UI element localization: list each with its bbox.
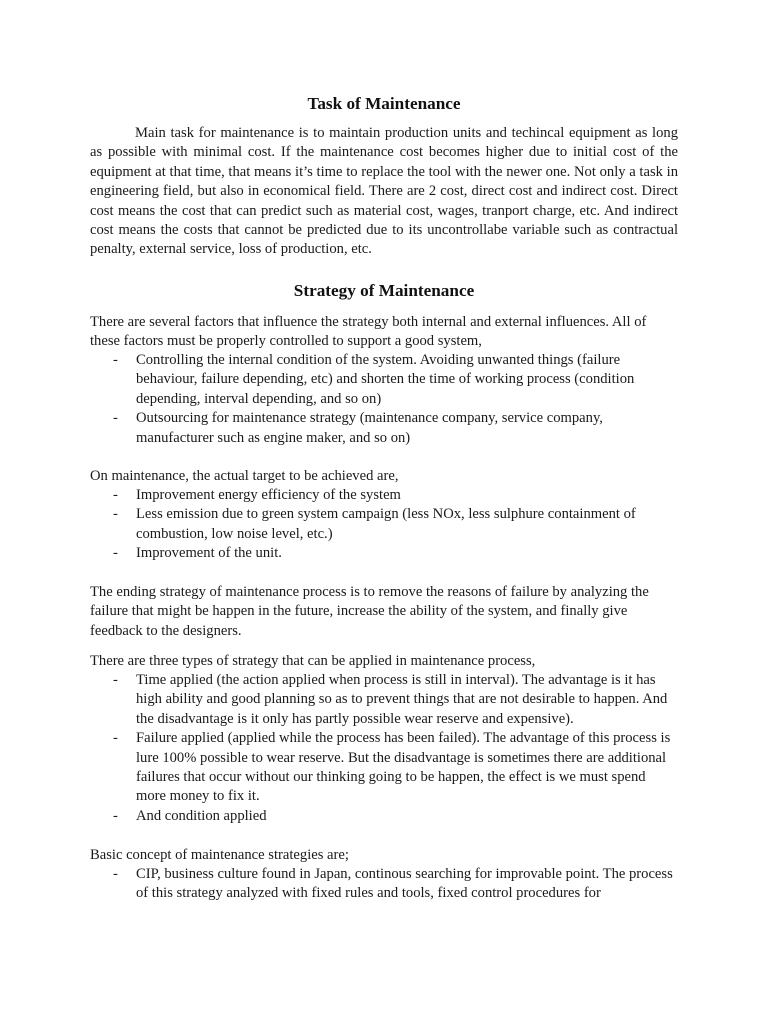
list-item [90, 544, 678, 563]
list-item-text: Controlling the internal condition of the system. Avoiding unwanted things (failure behaviour, failure depending, etc) and shorten the time of working process (condition depending, interval depending, and so on) [136, 352, 635, 407]
list-item-text: CIP, business culture found in Japan, continous searching for improvable point. The process of this strategy analyzed with fixed rules and tools, fixed control procedures for [136, 866, 673, 902]
bullet-dash: - [113, 672, 118, 688]
concepts-list [90, 865, 678, 904]
list-item [90, 505, 678, 544]
task-paragraph: Main task for maintenance is to maintain production units and techincal equipment as long as possible with minimal cost. If the maintenance cost becomes higher due to initial cost of the equipment at that time, that means it’s time to replace the tool with the newer one. Not only a task in engineering field, but also in economical field. There are 2 cost, direct cost and indirect cost. Direct cost means the cost that can predict such as material cost, wages, tranport charge, etc. And indirect cost means the costs that cannot be predicted due to its uncontrollabe variable such as contractual penalty, external service, loss of production, etc. [90, 125, 678, 258]
targets-list [90, 486, 678, 564]
bullet-dash: - [113, 545, 118, 562]
concept-intro: Basic concept of maintenance strategies are; [90, 847, 349, 863]
factors-list [90, 351, 678, 448]
task-heading: Task of Maintenance [307, 94, 461, 113]
types-intro: There are three types of strategy that can be applied in maintenance process, [90, 653, 536, 669]
bullet-dash: - [113, 866, 118, 882]
list-item-text: Less emission due to green system campaign (less NOx, less sulphure containment of combustion, low noise level, etc.) [136, 506, 636, 542]
list-item [90, 729, 678, 807]
bullet-dash: - [113, 506, 118, 523]
factors-intro: There are several factors that influence the strategy both internal and external influences. All of these factors must be properly controlled to support a good system, [90, 314, 647, 350]
list-item-text: Improvement energy efficiency of the system [136, 487, 401, 503]
list-item [90, 671, 678, 729]
bullet-dash: - [113, 730, 118, 747]
bullet-dash: - [113, 352, 118, 368]
list-item [90, 409, 678, 448]
strategy-heading: Strategy of Maintenance [293, 281, 475, 300]
ending-paragraph: The ending strategy of maintenance process is to remove the reasons of failure by analyzing the failure that might be happen in the future, increase the ability of the system, and finally give feedback to the designers. [90, 584, 649, 639]
list-item [90, 865, 678, 904]
list-item-text: Improvement of the unit. [136, 545, 282, 562]
list-item-text: And condition applied [136, 807, 267, 824]
list-item [90, 807, 678, 826]
bullet-dash: - [113, 410, 118, 427]
targets-intro: On maintenance, the actual target to be achieved are, [90, 468, 399, 484]
list-item [90, 486, 678, 505]
types-list [90, 671, 678, 826]
list-item-text: Time applied (the action applied when process is still in interval). The advantage is it has high ability and good planning so as to prevent things that are not desirable to happen. And the disadvantage is it only has partly possible wear reserve and expensive). [136, 672, 668, 727]
list-item-text: Failure applied (applied while the process has been failed). The advantage of this process is lure 100% possible to wear reserve. But the disadvantage is sometimes there are additional failures that occur without our thinking going to be happen, the effect is we must spend more money to fix it. [136, 730, 671, 805]
list-item [90, 351, 678, 409]
bullet-dash: - [113, 807, 118, 824]
bullet-dash: - [113, 487, 118, 503]
list-item-text: Outsourcing for maintenance strategy (maintenance company, service company, manufacturer such as engine maker, and so on) [136, 410, 603, 446]
